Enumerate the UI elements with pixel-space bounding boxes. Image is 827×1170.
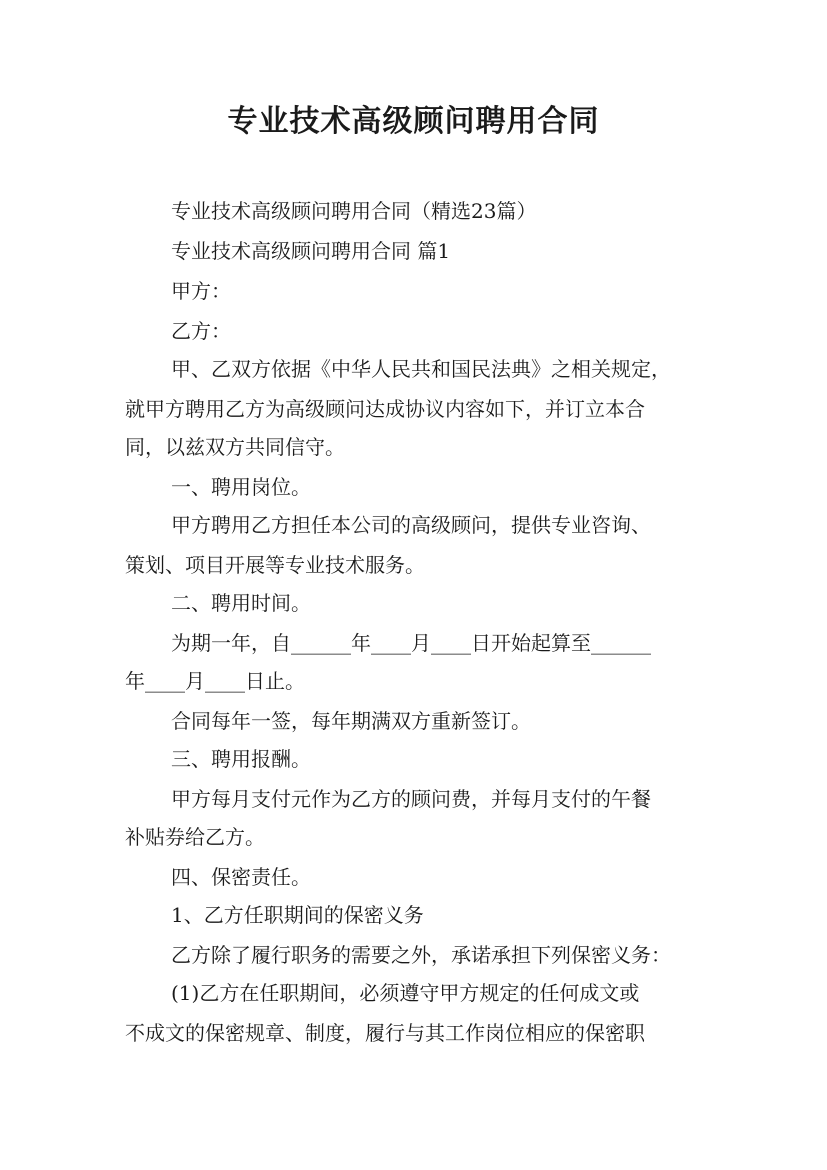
paragraph-line: 合同每年一签，每年期满双方重新签订。 <box>171 709 531 733</box>
paragraph-line: 为期一年，自______年____月____日开始起算至______ <box>171 631 651 655</box>
paragraph-line: 甲方聘用乙方担任本公司的高级顾问，提供专业咨询、 <box>171 513 651 537</box>
paragraph-line: 年____月____日止。 <box>125 669 305 693</box>
party-b-label: 乙方： <box>171 319 231 343</box>
document-title: 专业技术高级顾问聘用合同 <box>227 104 600 139</box>
paragraph-line: 补贴券给乙方。 <box>125 825 265 849</box>
paragraph-line: 同，以兹双方共同信守。 <box>125 435 345 459</box>
subtitle-line: 专业技术高级顾问聘用合同（精选23篇） <box>171 199 537 223</box>
clause-heading: 一、聘用岗位。 <box>171 475 311 499</box>
paragraph-line: 不成文的保密规章、制度，履行与其工作岗位相应的保密职 <box>125 1021 645 1045</box>
paragraph-line: (1)乙方在任职期间，必须遵守甲方规定的任何成文或 <box>171 981 640 1005</box>
sub-clause-heading: 1、乙方任职期间的保密义务 <box>171 903 424 927</box>
clause-heading: 四、保密责任。 <box>171 865 311 889</box>
paragraph-line: 就甲方聘用乙方为高级顾问达成协议内容如下，并订立本合 <box>125 397 645 421</box>
paragraph-line: 甲、乙双方依据《中华人民共和国民法典》之相关规定， <box>171 357 671 381</box>
paragraph-line: 乙方除了履行职务的需要之外，承诺承担下列保密义务： <box>171 943 671 967</box>
party-a-label: 甲方： <box>171 279 231 303</box>
paragraph-line: 策划、项目开展等专业技术服务。 <box>125 553 425 577</box>
clause-heading: 二、聘用时间。 <box>171 591 311 615</box>
section-heading: 专业技术高级顾问聘用合同 篇1 <box>171 239 451 263</box>
paragraph-line: 甲方每月支付元作为乙方的顾问费，并每月支付的午餐 <box>171 787 651 811</box>
clause-heading: 三、聘用报酬。 <box>171 747 311 771</box>
